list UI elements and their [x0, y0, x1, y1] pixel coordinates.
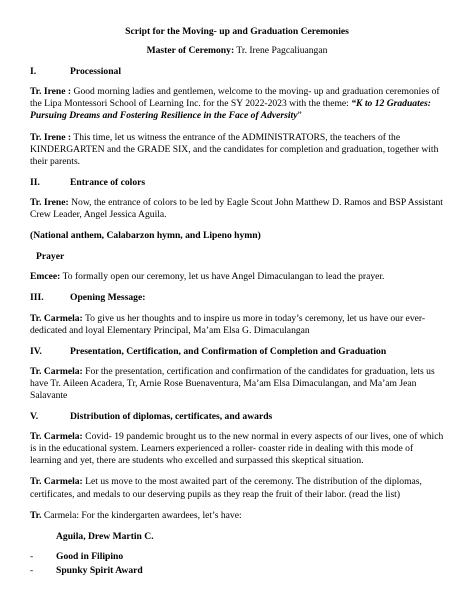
award-text: Spunky Spirit Award [56, 564, 143, 576]
section-number: II. [30, 176, 40, 188]
paragraph-carmela-opening [30, 313, 444, 337]
paragraph-carmela-pandemic [30, 431, 444, 467]
section-title: Distribution of diplomas, certificates, and awards [70, 411, 273, 423]
paragraph-carmela-kindergarten [30, 510, 444, 522]
paragraph-text: Good morning ladies and gentlemen, welcome to the moving- up and graduation ceremonies of the Lipa Montessori School of Learning Inc. for the SY 2022-2023 with the theme: [30, 86, 440, 110]
paragraph-text: Let us move to the most awaited part of the ceremony. The distribution of the diplomas, certificates, and medals to our deserving pupils as they reap the fruit of their labor. (read the list) [30, 476, 422, 500]
speaker-label: Tr. Irene : [30, 86, 72, 98]
section-number: I. [30, 66, 37, 78]
list-item [30, 551, 444, 563]
section-number: V. [30, 411, 39, 423]
speaker-label: Tr. Carmela: [30, 365, 83, 377]
speaker-label: Tr. Irene: [30, 196, 69, 208]
section-heading-entrance-of-colors [30, 177, 444, 189]
section-number: III. [30, 292, 44, 304]
section-title: Entrance of colors [70, 176, 146, 188]
awardee-name: Aguila, Drew Martin C. [56, 530, 154, 542]
paragraph-irene-entrance [30, 132, 444, 168]
paragraph-irene-colors [30, 197, 444, 221]
moc-label: Master of Ceremony: [146, 45, 235, 57]
section-title: Processional [70, 66, 121, 78]
paragraph-text: Now, the entrance of colors to be led by Eagle Scout John Matthew D. Ramos and BSP Assistant Crew Leader, Angel Jessica Aguila. [30, 196, 443, 221]
theme-close-quote: ” [297, 110, 302, 122]
moc-name: Tr. Irene Pagcaliuangan [236, 45, 328, 57]
paragraph-irene-welcome [30, 86, 444, 122]
paragraph-text: Carmela: For the kindergarten awardees, let’s have: [41, 509, 242, 521]
section-heading-distribution [30, 411, 444, 423]
awards-list [30, 551, 444, 577]
paragraph-text: To give us her thoughts and to inspire us more in today’s ceremony, let us have our ever- dedicated and loyal Elementary Principal, Ma’am Elsa G. Dimaculangan [30, 312, 426, 336]
award-text: Good in Filipino [56, 550, 124, 562]
paragraph-text: This time, let us witness the entrance of the ADMINISTRATORS, the teachers of the KINDERGARTEN and the GRADE SIX, and the candidates for completion and graduation, together with their parents. [30, 131, 439, 167]
section-title: Opening Message: [70, 292, 146, 304]
paragraph-carmela-presentation [30, 366, 444, 402]
paragraph-text: Covid- 19 pandemic brought us to the new normal in every aspects of our lives, one of which is in the educational system. Learners experienced a roller- coaster ride in dealing with this mode of learning and yet, there are students who excelled and surpassed this skeptical situation. [30, 431, 444, 467]
speaker-label: Tr. Irene : [30, 131, 72, 143]
section-number: IV. [30, 345, 42, 357]
paragraph-emcee-prayer [30, 271, 444, 283]
theme-text: “K to 12 Graduates: Pursuing Dreams and Fostering Resilience in the Face of Adversity [30, 98, 431, 122]
paragraph-carmela-distribution [30, 476, 444, 500]
speaker-label: Tr. [30, 509, 42, 521]
speaker-label: Tr. Carmela: [30, 431, 83, 443]
speaker-label: Tr. Carmela: [30, 476, 83, 488]
list-dash: - [30, 564, 34, 576]
paragraph-text: To formally open our ceremony, let us have Angel Dimaculangan to lead the prayer. [60, 271, 385, 283]
speaker-label: Tr. Carmela: [30, 312, 83, 324]
master-of-ceremony-line [30, 45, 444, 57]
section-heading-presentation [30, 346, 444, 358]
speaker-label: Emcee: [30, 271, 61, 283]
list-dash: - [30, 550, 34, 562]
section-heading-processional [30, 66, 444, 78]
section-heading-opening-message [30, 292, 444, 304]
anthem-line: (National anthem, Calabarzon hymn, and Lipeno hymn) [30, 230, 261, 242]
list-item [30, 565, 444, 577]
prayer-line: Prayer [36, 251, 65, 263]
document-title: Script for the Moving- up and Graduation Ceremonies [125, 26, 349, 37]
paragraph-text: For the presentation, certification and confirmation of the candidates for graduation, lets us have Tr. Aileen Acadera, Tr, Arnie Rose Buenaventura, Ma’am Elsa Dimaculangan, and Ma’am Jean Salavante [30, 365, 435, 401]
section-title: Presentation, Certification, and Confirmation of Completion and Graduation [70, 345, 387, 357]
